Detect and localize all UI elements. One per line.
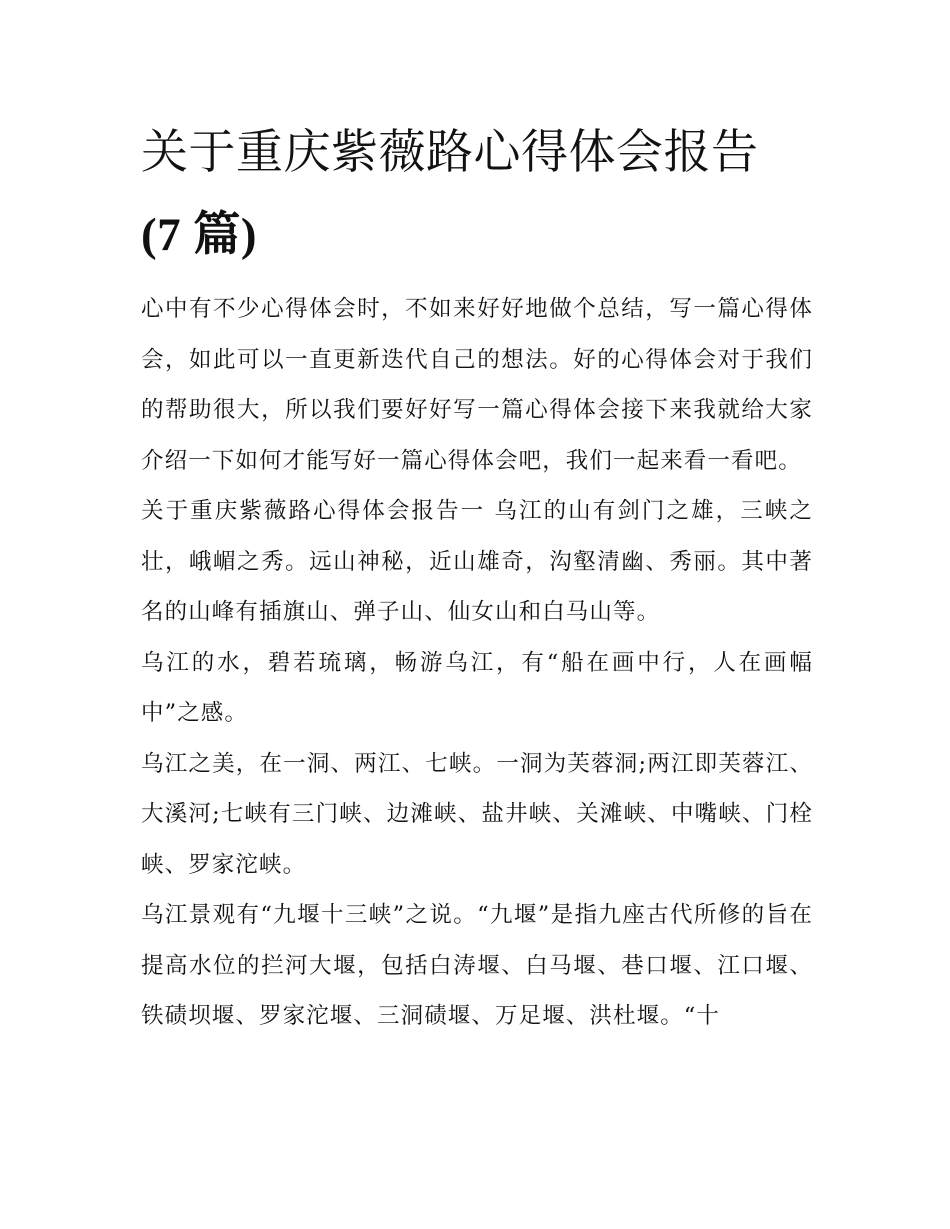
paragraph-water: 乌江的水，碧若琉璃，畅游乌江，有“船在画中行，人在画幅中”之感。 [141, 649, 813, 726]
document-body [141, 284, 813, 1042]
document-title-suffix: (7 篇) [141, 209, 258, 261]
paragraph-mountains: 关于重庆紫薇路心得体会报告一 乌江的山有剑门之雄，三峡之壮，峨嵋之秀。远山神秘，近山雄奇，沟壑清幽、秀丽。其中著名的山峰有插旗山、弹子山、仙女山和白马山等。 [141, 498, 813, 625]
document-page [141, 112, 813, 1042]
document-title-text: 关于重庆紫薇路心得体会报告 [141, 125, 759, 180]
paragraph-gorges: 乌江之美，在一洞、两江、七峡。一洞为芙蓉洞;两江即芙蓉江、大溪河;七峡有三门峡、边滩峡、盐井峡、关滩峡、中嘴峡、门栓峡、罗家沱峡。 [141, 750, 813, 878]
document-title [141, 112, 813, 276]
paragraph-intro: 心中有不少心得体会时，不如来好好地做个总结，写一篇心得体会，如此可以一直更新迭代自己的想法。好的心得体会对于我们的帮助很大，所以我们要好好写一篇心得体会接下来我就给大家介绍一下如何才能写好一篇心得体会吧，我们一起来看一看吧。 [141, 296, 813, 474]
paragraph-weirs: 乌江景观有“九堰十三峡”之说。“九堰”是指九座古代所修的旨在提高水位的拦河大堰，包括白涛堰、白马堰、巷口堰、江口堰、铁碛坝堰、罗家沱堰、三洞碛堰、万足堰、洪杜堰。“十 [141, 902, 813, 1029]
